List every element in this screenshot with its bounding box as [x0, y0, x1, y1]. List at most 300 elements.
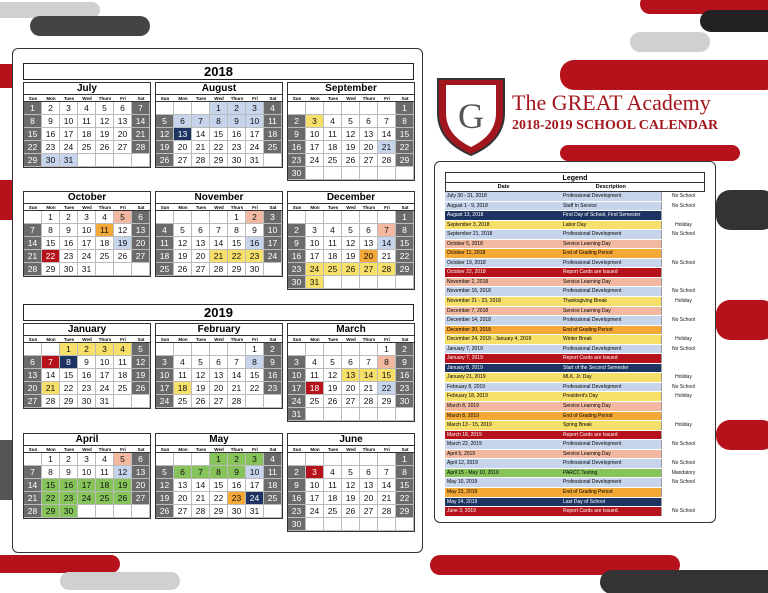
legend-panel — [434, 161, 716, 523]
day-cell: 27 — [132, 492, 150, 505]
legend-date: August 1 - 9, 2018 — [447, 202, 488, 209]
day-cell: 16 — [42, 128, 60, 141]
day-cell: 11 — [78, 115, 96, 128]
day-cell: 18 — [96, 237, 114, 250]
month-may — [155, 433, 283, 519]
weekday-label: Sat — [401, 337, 409, 342]
weekday-header — [24, 336, 150, 343]
legend-description: Report Cards are Issued — [563, 431, 618, 438]
empty-day-cell — [306, 343, 324, 356]
weekday-label: Wed — [214, 96, 224, 101]
day-cell: 7 — [24, 466, 42, 479]
day-cell: 19 — [342, 492, 360, 505]
day-cell: 3 — [264, 211, 282, 224]
legend-row — [445, 488, 705, 498]
weekday-label: Tues — [195, 205, 207, 210]
day-cell: 31 — [246, 505, 264, 518]
day-cell: 4 — [78, 102, 96, 115]
legend-note: No School — [661, 440, 705, 449]
weekday-header — [156, 204, 282, 211]
weekday-header — [24, 446, 150, 453]
empty-day-cell — [174, 102, 192, 115]
day-cell: 30 — [60, 505, 78, 518]
weekday-label: Fri — [252, 96, 258, 101]
weekday-label: Sun — [160, 337, 170, 342]
day-cell: 4 — [306, 356, 324, 369]
empty-day-cell — [24, 343, 42, 356]
day-cell: 14 — [210, 237, 228, 250]
legend-row — [445, 316, 705, 326]
day-cell: 22 — [60, 382, 78, 395]
day-cell: 9 — [288, 479, 306, 492]
day-cell: 8 — [210, 115, 228, 128]
day-cell: 8 — [396, 115, 414, 128]
day-cell: 24 — [60, 141, 78, 154]
day-cell: 4 — [324, 466, 342, 479]
legend-note — [661, 326, 705, 335]
month-december — [287, 191, 415, 290]
day-cell: 21 — [192, 141, 210, 154]
day-cell: 3 — [156, 356, 174, 369]
legend-description: Last Day of School — [563, 498, 605, 505]
day-cell: 23 — [228, 141, 246, 154]
weekday-label: Fri — [252, 205, 258, 210]
day-cell: 23 — [288, 505, 306, 518]
legend-note — [661, 412, 705, 421]
legend-description: Report Cards are Issued — [563, 355, 618, 362]
day-cell: 14 — [24, 237, 42, 250]
decor-pill — [716, 420, 768, 450]
empty-day-cell — [78, 154, 96, 167]
legend-description: Service Learning Day — [563, 403, 611, 410]
empty-day-cell — [96, 154, 114, 167]
day-cell: 9 — [60, 466, 78, 479]
legend-date: November 2, 2018 — [447, 278, 489, 285]
weekday-label: Fri — [252, 337, 258, 342]
day-cell: 20 — [360, 492, 378, 505]
day-cell: 25 — [264, 141, 282, 154]
day-cell: 7 — [132, 102, 150, 115]
day-cell: 30 — [396, 395, 414, 408]
empty-day-cell — [288, 343, 306, 356]
day-cell: 18 — [264, 128, 282, 141]
weekday-label: Sat — [401, 447, 409, 452]
day-cell: 8 — [210, 466, 228, 479]
day-cell: 1 — [396, 211, 414, 224]
legend-row — [445, 373, 705, 383]
weekday-label: Thurs — [362, 337, 376, 342]
day-cell: 14 — [378, 237, 396, 250]
day-cell: 31 — [306, 276, 324, 289]
weekday-label: Tues — [327, 337, 339, 342]
empty-day-cell — [396, 518, 414, 531]
month-name: October — [24, 192, 150, 204]
day-cell: 23 — [264, 382, 282, 395]
day-cell: 24 — [156, 395, 174, 408]
day-cell: 2 — [288, 466, 306, 479]
day-cell: 19 — [114, 237, 132, 250]
day-cell: 14 — [42, 369, 60, 382]
day-cell: 15 — [42, 479, 60, 492]
empty-day-cell — [360, 408, 378, 421]
day-cell: 20 — [342, 382, 360, 395]
day-cell: 12 — [114, 224, 132, 237]
weekday-label: Sat — [269, 205, 277, 210]
empty-day-cell — [378, 453, 396, 466]
legend-description: President's Day — [563, 393, 598, 400]
legend-date: April 12, 2019 — [447, 460, 478, 467]
weekday-label: Sun — [28, 447, 38, 452]
day-cell: 4 — [264, 102, 282, 115]
day-cell: 28 — [42, 395, 60, 408]
day-cell: 19 — [342, 141, 360, 154]
day-cell: 30 — [246, 263, 264, 276]
legend-date: January 21, 2019 — [447, 374, 486, 381]
day-cell: 3 — [306, 115, 324, 128]
weekday-label: Fri — [120, 205, 126, 210]
day-cell: 5 — [192, 356, 210, 369]
day-cell: 3 — [60, 102, 78, 115]
day-cell: 28 — [378, 263, 396, 276]
legend-description: MLK, Jr. Day — [563, 374, 592, 381]
weekday-label: Sun — [160, 96, 170, 101]
day-cell: 14 — [378, 128, 396, 141]
day-cell: 18 — [324, 492, 342, 505]
empty-day-cell — [246, 395, 264, 408]
day-cell: 28 — [378, 505, 396, 518]
day-cell: 25 — [174, 395, 192, 408]
legend-description: End of Grading Period — [563, 412, 613, 419]
day-cell: 16 — [288, 250, 306, 263]
legend-row — [445, 459, 705, 469]
empty-day-cell — [342, 343, 360, 356]
empty-day-cell — [342, 211, 360, 224]
weekday-label: Mon — [310, 447, 320, 452]
weekday-label: Tues — [195, 447, 207, 452]
legend-header — [445, 183, 705, 192]
month-name: June — [288, 434, 414, 446]
day-cell: 2 — [246, 211, 264, 224]
calendar-subtitle: 2018-2019 SCHOOL CALENDAR — [512, 118, 719, 133]
day-cell: 14 — [24, 479, 42, 492]
weekday-label: Mon — [46, 205, 56, 210]
day-cell: 26 — [174, 263, 192, 276]
empty-day-cell — [132, 263, 150, 276]
legend-description: PARCC Testing — [563, 469, 598, 476]
day-cell: 21 — [42, 382, 60, 395]
day-cell: 11 — [264, 466, 282, 479]
day-cell: 18 — [264, 479, 282, 492]
day-cell: 11 — [156, 237, 174, 250]
weekday-label: Tues — [327, 96, 339, 101]
day-cell: 20 — [24, 382, 42, 395]
weekday-header — [24, 204, 150, 211]
month-march — [287, 323, 415, 422]
day-cell: 20 — [192, 250, 210, 263]
day-cell: 12 — [192, 369, 210, 382]
day-cell: 12 — [96, 115, 114, 128]
day-cell: 16 — [60, 237, 78, 250]
legend-date: March 8, 2019 — [447, 403, 479, 410]
month-july — [23, 82, 151, 168]
day-grid — [288, 211, 414, 289]
day-cell: 27 — [360, 154, 378, 167]
weekday-label: Wed — [346, 96, 356, 101]
weekday-label: Tues — [195, 96, 207, 101]
legend-row — [445, 507, 705, 517]
day-cell: 2 — [228, 453, 246, 466]
legend-note — [661, 354, 705, 363]
legend-date: November 16, 2018 — [447, 288, 491, 295]
decor-pill — [0, 64, 12, 88]
day-cell: 28 — [228, 395, 246, 408]
weekday-label: Sat — [269, 337, 277, 342]
legend-note — [661, 240, 705, 249]
legend-date: April 5, 2019 — [447, 450, 476, 457]
legend-note — [661, 211, 705, 220]
day-cell: 28 — [192, 505, 210, 518]
legend-row — [445, 230, 705, 240]
day-cell: 5 — [96, 102, 114, 115]
day-cell: 22 — [396, 250, 414, 263]
day-cell: 2 — [264, 343, 282, 356]
legend-description: Spring Break — [563, 422, 592, 429]
day-cell: 19 — [156, 492, 174, 505]
day-cell: 27 — [210, 395, 228, 408]
legend-row — [445, 383, 705, 393]
year-heading-2019: 2019 — [23, 304, 414, 321]
legend-note: No School — [661, 345, 705, 354]
weekday-label: Mon — [178, 205, 188, 210]
day-cell: 28 — [360, 395, 378, 408]
day-cell: 18 — [96, 479, 114, 492]
weekday-label: Thurs — [98, 96, 112, 101]
day-cell: 17 — [96, 369, 114, 382]
day-cell: 3 — [306, 224, 324, 237]
legend-note: Mandatory — [661, 469, 705, 478]
day-cell: 27 — [24, 395, 42, 408]
day-cell: 31 — [60, 154, 78, 167]
legend-description: Labor Day — [563, 221, 587, 228]
month-november — [155, 191, 283, 277]
empty-day-cell — [324, 276, 342, 289]
day-cell: 22 — [210, 492, 228, 505]
legend-row — [445, 307, 705, 317]
day-cell: 27 — [174, 154, 192, 167]
weekday-label: Thurs — [362, 205, 376, 210]
empty-day-cell — [210, 343, 228, 356]
day-cell: 1 — [60, 343, 78, 356]
day-cell: 31 — [78, 263, 96, 276]
day-cell: 12 — [342, 479, 360, 492]
day-cell: 23 — [288, 263, 306, 276]
day-cell: 29 — [42, 263, 60, 276]
legend-date: June 3, 2019 — [447, 508, 476, 515]
day-cell: 30 — [288, 518, 306, 531]
day-cell: 7 — [24, 224, 42, 237]
day-cell: 24 — [306, 263, 324, 276]
day-cell: 19 — [342, 250, 360, 263]
legend-description: Service Learning Day — [563, 278, 611, 285]
legend-row — [445, 287, 705, 297]
empty-day-cell — [96, 263, 114, 276]
empty-day-cell — [174, 453, 192, 466]
month-april — [23, 433, 151, 519]
school-name: The GREAT Academy — [512, 90, 711, 115]
weekday-header — [156, 336, 282, 343]
legend-row — [445, 440, 705, 450]
month-name: May — [156, 434, 282, 446]
day-cell: 28 — [192, 154, 210, 167]
legend-date: January 7, 2019 — [447, 355, 483, 362]
day-cell: 14 — [192, 128, 210, 141]
legend-date: August 13, 2018 — [447, 212, 484, 219]
weekday-label: Thurs — [98, 447, 112, 452]
day-cell: 12 — [174, 237, 192, 250]
decor-pill — [716, 300, 768, 340]
day-cell: 13 — [360, 237, 378, 250]
day-cell: 26 — [342, 263, 360, 276]
day-cell: 10 — [288, 369, 306, 382]
weekday-label: Thurs — [98, 205, 112, 210]
legend-date: September 3, 2018 — [447, 221, 490, 228]
day-cell: 18 — [174, 382, 192, 395]
day-cell: 12 — [156, 479, 174, 492]
day-cell: 31 — [246, 154, 264, 167]
weekday-header — [288, 446, 414, 453]
legend-note: No School — [661, 192, 705, 201]
day-cell: 19 — [324, 382, 342, 395]
day-cell: 17 — [264, 237, 282, 250]
day-cell: 4 — [324, 115, 342, 128]
day-cell: 23 — [78, 382, 96, 395]
decor-pill — [716, 190, 768, 230]
legend-row — [445, 478, 705, 488]
empty-day-cell — [324, 408, 342, 421]
day-cell: 5 — [342, 224, 360, 237]
day-cell: 12 — [114, 466, 132, 479]
legend-description: Report Cards are Issued. — [563, 508, 619, 515]
empty-day-cell — [378, 408, 396, 421]
month-february — [155, 323, 283, 409]
day-cell: 27 — [114, 141, 132, 154]
day-cell: 23 — [42, 141, 60, 154]
day-cell: 1 — [42, 453, 60, 466]
day-cell: 22 — [210, 141, 228, 154]
day-cell: 16 — [228, 479, 246, 492]
weekday-label: Wed — [82, 447, 92, 452]
empty-day-cell — [306, 211, 324, 224]
day-cell: 25 — [324, 154, 342, 167]
day-cell: 7 — [360, 356, 378, 369]
empty-day-cell — [306, 408, 324, 421]
day-cell: 8 — [24, 115, 42, 128]
weekday-label: Sun — [28, 96, 38, 101]
year-heading-2018: 2018 — [23, 63, 414, 80]
legend-row — [445, 392, 705, 402]
day-cell: 6 — [360, 115, 378, 128]
legend-row — [445, 202, 705, 212]
legend-description: End of Grading Period — [563, 488, 613, 495]
day-cell: 5 — [114, 211, 132, 224]
empty-day-cell — [360, 453, 378, 466]
day-cell: 22 — [42, 492, 60, 505]
weekday-label: Fri — [384, 447, 390, 452]
day-cell: 19 — [96, 128, 114, 141]
empty-day-cell — [360, 343, 378, 356]
legend-description: End of Grading Period — [563, 250, 613, 257]
day-cell: 15 — [396, 128, 414, 141]
day-cell: 25 — [96, 492, 114, 505]
empty-day-cell — [360, 518, 378, 531]
weekday-label: Wed — [214, 337, 224, 342]
day-cell: 6 — [174, 466, 192, 479]
day-cell: 29 — [42, 505, 60, 518]
day-cell: 25 — [264, 492, 282, 505]
day-cell: 11 — [174, 369, 192, 382]
empty-day-cell — [78, 505, 96, 518]
month-name: August — [156, 83, 282, 95]
day-cell: 13 — [174, 128, 192, 141]
day-cell: 4 — [114, 343, 132, 356]
legend-description: Thanksgiving Break — [563, 298, 607, 305]
month-name: April — [24, 434, 150, 446]
legend-note — [661, 488, 705, 497]
day-cell: 11 — [306, 369, 324, 382]
legend-description: Service Learning Day — [563, 450, 611, 457]
legend-description: Professional Development — [563, 441, 622, 448]
month-name: December — [288, 192, 414, 204]
day-cell: 16 — [288, 141, 306, 154]
weekday-label: Mon — [310, 96, 320, 101]
day-cell: 2 — [60, 211, 78, 224]
day-cell: 23 — [396, 382, 414, 395]
day-cell: 2 — [42, 102, 60, 115]
weekday-header — [288, 204, 414, 211]
day-cell: 2 — [228, 102, 246, 115]
day-cell: 25 — [306, 395, 324, 408]
legend-note: Holiday — [661, 392, 705, 401]
empty-day-cell — [378, 102, 396, 115]
day-cell: 6 — [132, 453, 150, 466]
decor-pill — [0, 180, 12, 220]
legend-note — [661, 268, 705, 277]
weekday-label: Fri — [384, 205, 390, 210]
weekday-label: Tues — [63, 337, 75, 342]
weekday-label: Tues — [63, 205, 75, 210]
day-cell: 29 — [228, 263, 246, 276]
weekday-label: Sat — [137, 96, 145, 101]
day-cell: 16 — [60, 479, 78, 492]
weekday-label: Mon — [178, 96, 188, 101]
legend-description: Professional Development — [563, 288, 622, 295]
day-cell: 24 — [96, 382, 114, 395]
weekday-label: Fri — [120, 96, 126, 101]
legend-description: Staff In Service — [563, 202, 597, 209]
weekday-label: Thurs — [362, 447, 376, 452]
day-cell: 2 — [78, 343, 96, 356]
weekday-label: Wed — [82, 205, 92, 210]
day-cell: 25 — [78, 141, 96, 154]
legend-note — [661, 450, 705, 459]
weekday-label: Sun — [28, 205, 38, 210]
day-cell: 5 — [114, 453, 132, 466]
day-cell: 13 — [174, 479, 192, 492]
legend-note: No School — [661, 202, 705, 211]
weekday-label: Sun — [292, 447, 302, 452]
day-cell: 30 — [78, 395, 96, 408]
weekday-header — [288, 95, 414, 102]
